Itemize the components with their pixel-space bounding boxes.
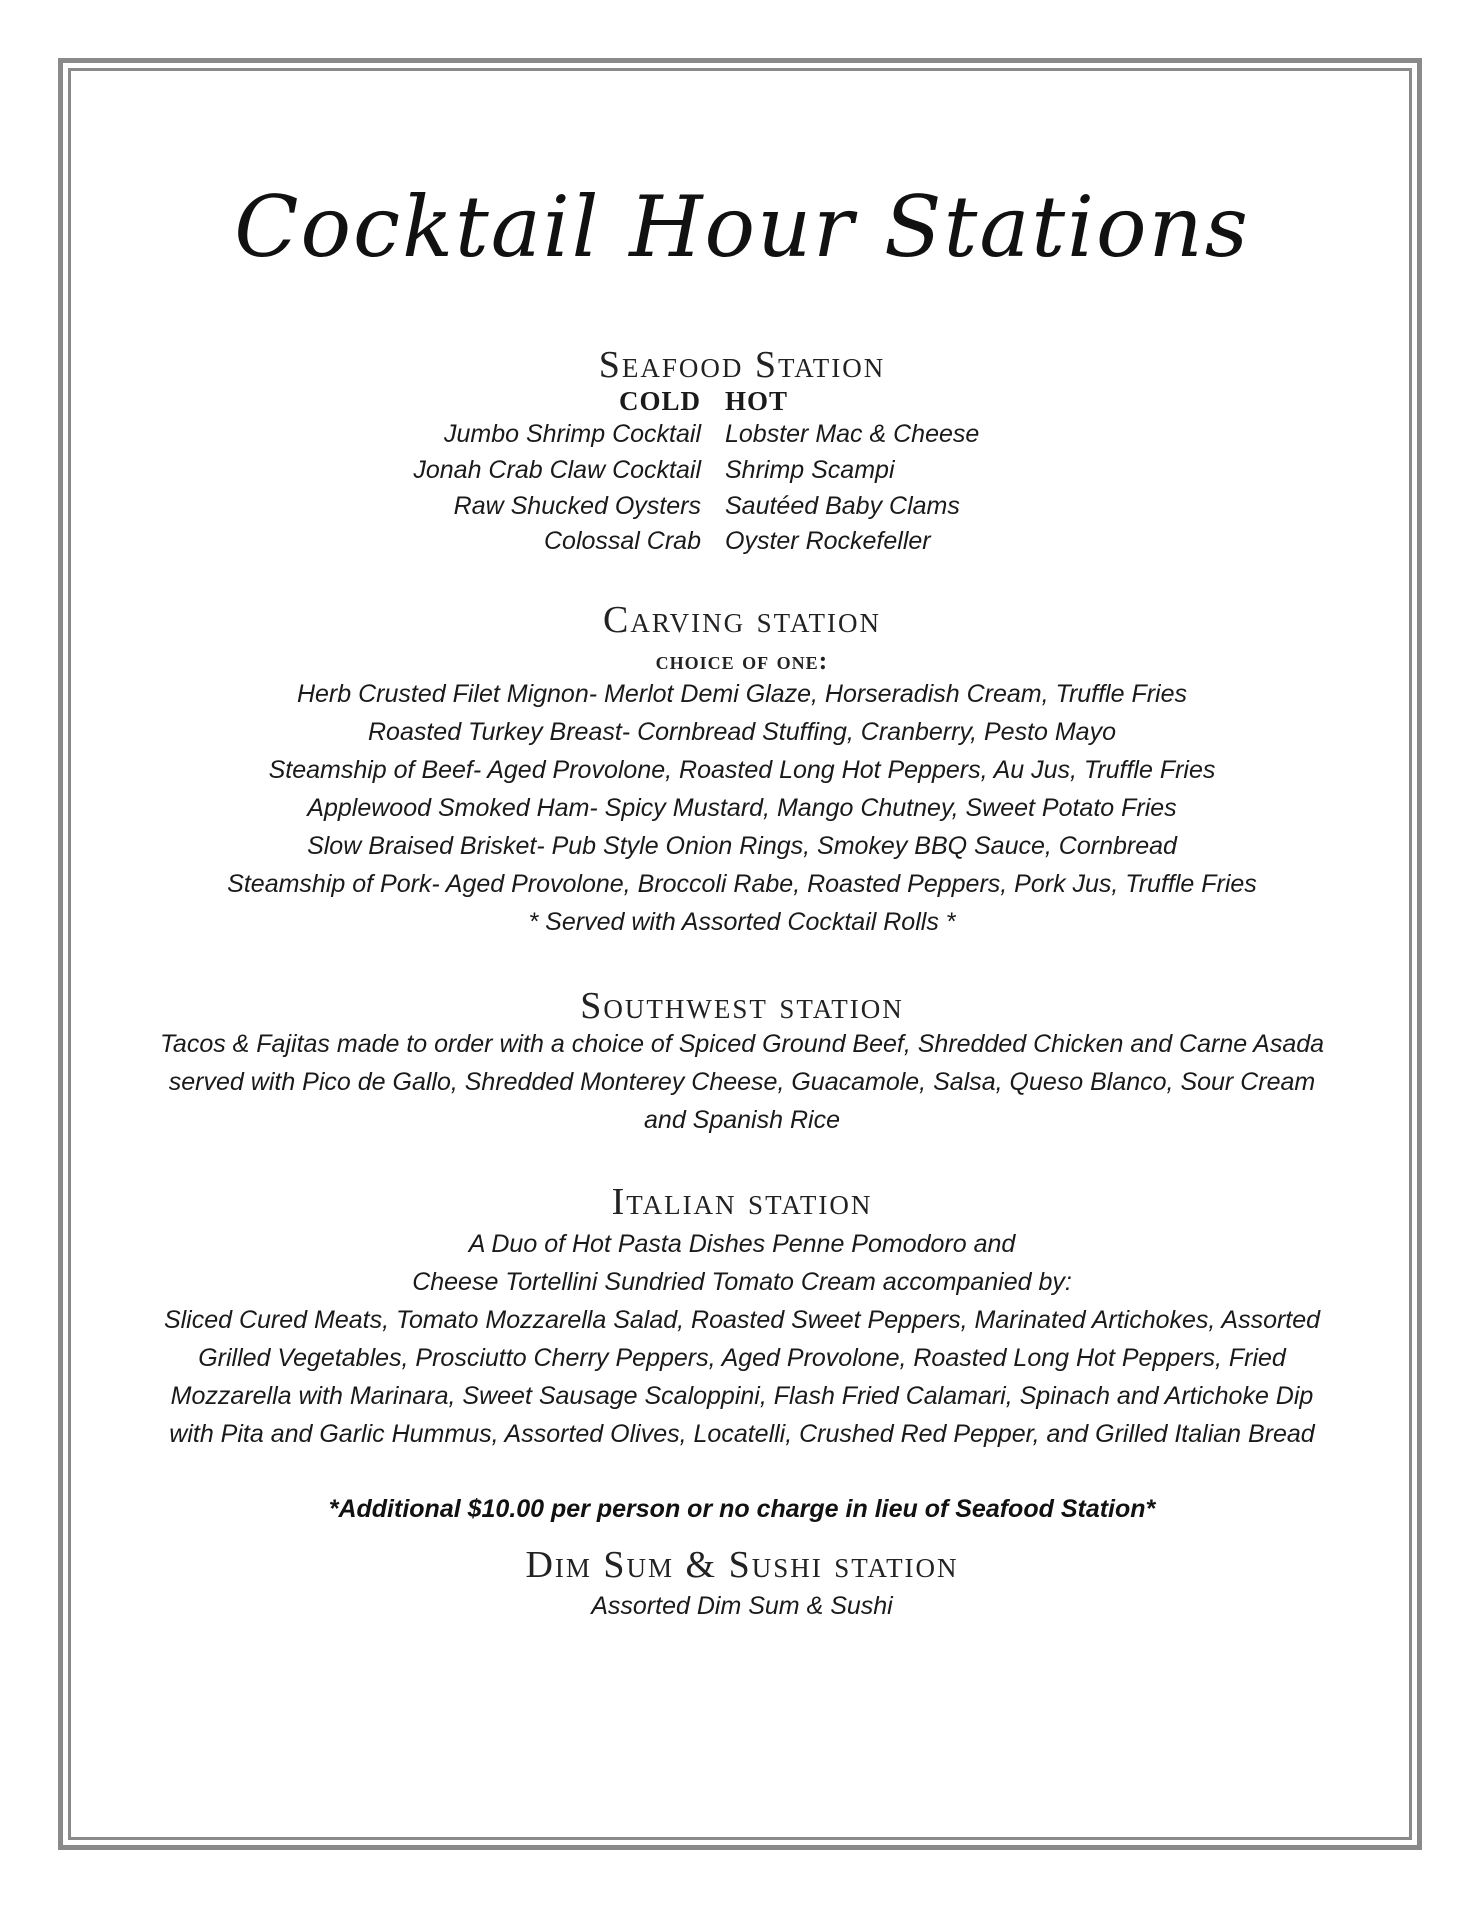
dimsum-heading: Dim Sum & Sushi station [525, 1544, 959, 1586]
italian-line: A Duo of Hot Pasta Dishes Penne Pomodoro and [468, 1230, 1016, 1258]
carving-item: Steamship of Beef- Aged Provolone, Roasted Long Hot Peppers, Au Jus, Truffle Fries [268, 756, 1216, 784]
hot-item: Oyster Rockefeller [725, 527, 931, 555]
cold-item: Raw Shucked Oysters [453, 492, 701, 520]
hot-label: HOT [725, 386, 789, 416]
cold-item: Jumbo Shrimp Cocktail [443, 420, 701, 448]
italian-line: Cheese Tortellini Sundried Tomato Cream accompanied by: [412, 1268, 1072, 1296]
italian-line: Sliced Cured Meats, Tomato Mozzarella Salad, Roasted Sweet Peppers, Marinated Artichokes, Assorted [163, 1306, 1321, 1334]
seafood-heading: Seafood Station [598, 344, 886, 386]
additional-charge-note: *Additional $10.00 per person or no charge in lieu of Seafood Station* [328, 1495, 1156, 1523]
carving-subheading: choice of one: [655, 646, 829, 675]
carving-heading: Carving station [602, 599, 881, 641]
carving-item: Slow Braised Brisket- Pub Style Onion Rings, Smokey BBQ Sauce, Cornbread [307, 832, 1177, 860]
carving-item: Steamship of Pork- Aged Provolone, Broccoli Rabe, Roasted Peppers, Pork Jus, Truffle Fries [227, 870, 1257, 898]
carving-rolls-note: * Served with Assorted Cocktail Rolls * [528, 908, 956, 936]
carving-item: Roasted Turkey Breast- Cornbread Stuffing, Cranberry, Pesto Mayo [367, 718, 1116, 746]
cold-item: Colossal Crab [543, 527, 701, 555]
carving-item: Herb Crusted Filet Mignon- Merlot Demi Glaze, Horseradish Cream, Truffle Fries [296, 680, 1188, 708]
hot-item: Sautéed Baby Clams [725, 492, 960, 520]
dimsum-line: Assorted Dim Sum & Sushi [591, 1592, 893, 1620]
cold-item: Jonah Crab Claw Cocktail [413, 456, 701, 484]
cold-label: COLD [618, 386, 701, 416]
hot-item: Shrimp Scampi [725, 456, 895, 484]
italian-line: Mozzarella with Marinara, Sweet Sausage Scaloppini, Flash Fried Calamari, Spinach and Artichoke Dip [170, 1382, 1314, 1410]
southwest-line: and Spanish Rice [644, 1106, 840, 1134]
hot-item: Lobster Mac & Cheese [725, 420, 980, 448]
southwest-line: Tacos & Fajitas made to order with a choice of Spiced Ground Beef, Shredded Chicken and Carne Asada [159, 1030, 1325, 1058]
carving-item: Applewood Smoked Ham- Spicy Mustard, Mango Chutney, Sweet Potato Fries [307, 794, 1177, 822]
page-title: Cocktail Hour Stations [234, 178, 1250, 276]
italian-line: with Pita and Garlic Hummus, Assorted Olives, Locatelli, Crushed Red Pepper, and Grilled Italian Bread [169, 1420, 1315, 1448]
italian-line: Grilled Vegetables, Prosciutto Cherry Peppers, Aged Provolone, Roasted Long Hot Peppers, Fried [198, 1344, 1286, 1372]
southwest-line: served with Pico de Gallo, Shredded Monterey Cheese, Guacamole, Salsa, Queso Blanco, Sour Cream [168, 1068, 1316, 1096]
italian-heading: Italian station [611, 1181, 873, 1223]
southwest-heading: Southwest station [580, 985, 904, 1027]
